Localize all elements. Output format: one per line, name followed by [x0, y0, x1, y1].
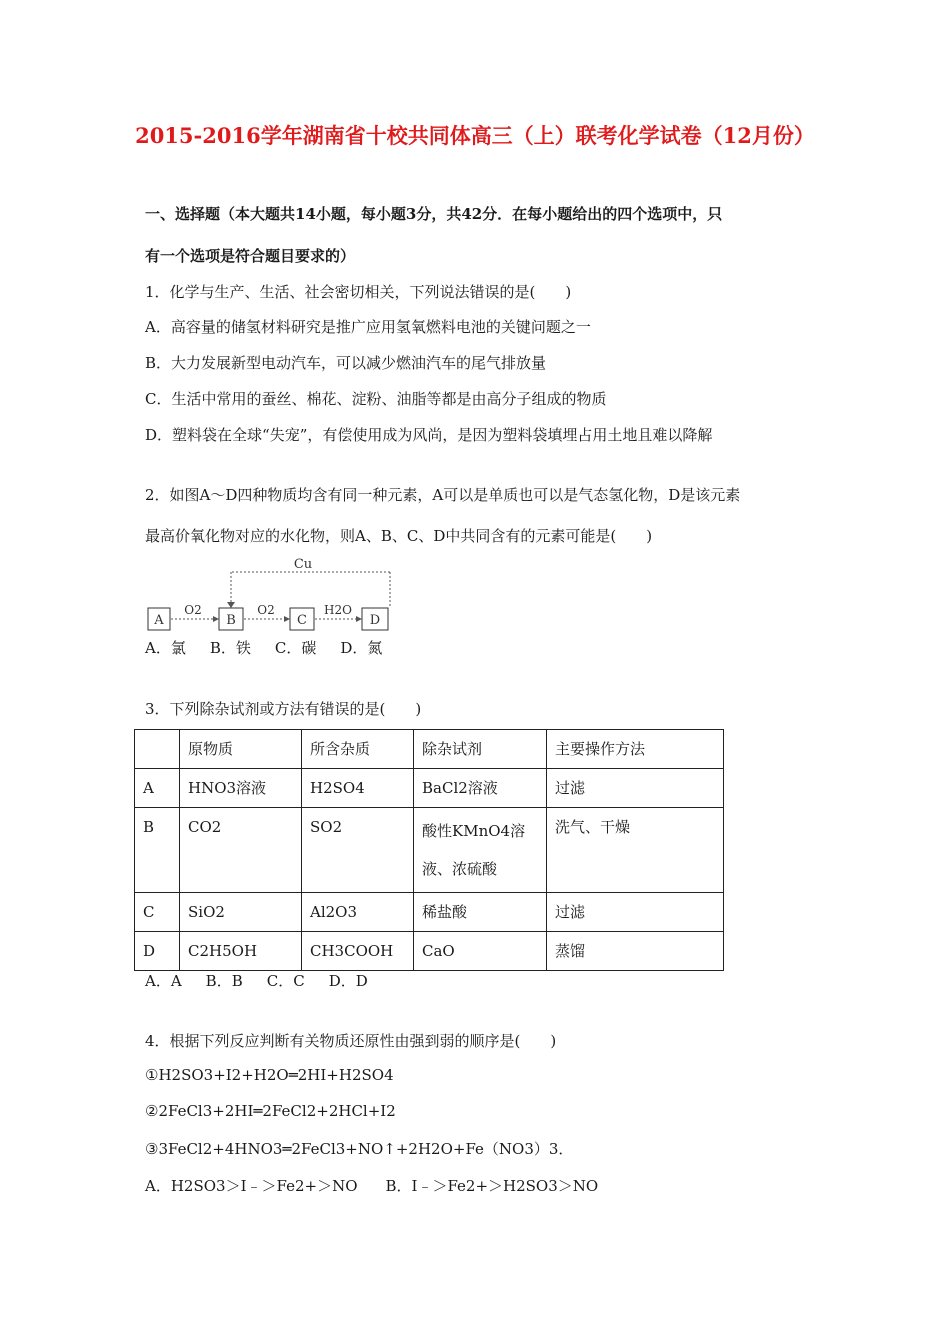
q4-options	[145, 1175, 598, 1196]
q1-option-a: A．高容量的储氢材料研究是推广应用氢氧燃料电池的关键问题之一	[145, 318, 591, 336]
table-header-cell: 所含杂质	[302, 730, 414, 769]
node-c: C	[297, 613, 307, 628]
q2-option-a: A．氯	[145, 639, 186, 657]
arrow-label-1: O2	[184, 603, 202, 617]
q2-option-d: D．氮	[340, 639, 383, 657]
cell-impurity: H2SO4	[302, 769, 414, 808]
cell-original: C2H5OH	[180, 932, 302, 971]
table-header-cell: 主要操作方法	[547, 730, 724, 769]
q3-option-b: B．B	[205, 972, 243, 990]
cell-original: SiO2	[180, 893, 302, 932]
q1-option-d: D．塑料袋在全球“失宠”，有偿使用成为风尚，是因为塑料袋填埋占用土地且难以降解	[145, 426, 713, 444]
cell-reagent: 稀盐酸	[414, 893, 547, 932]
row-label: A	[135, 769, 180, 808]
table-row	[135, 769, 724, 808]
cell-impurity: SO2	[302, 808, 414, 893]
page-title: 2015-2016学年湖南省十校共同体高三（上）联考化学试卷（12月份）	[135, 123, 815, 148]
cell-method: 洗气、干燥	[547, 808, 724, 893]
section-heading-line2: 有一个选项是符合题目要求的）	[145, 247, 356, 265]
cell-original: CO2	[180, 808, 302, 893]
section-heading-line1: 一、选择题（本大题共14小题，每小题3分，共42分．在每小题给出的四个选项中，只	[145, 205, 723, 223]
cell-reagent: BaCl2溶液	[414, 769, 547, 808]
table-row	[135, 893, 724, 932]
q3-options	[145, 970, 392, 991]
q4-reaction-1: ①H2SO3+I2+H2O═2HI+H2SO4	[145, 1066, 394, 1084]
q4-option-b: B．I﹣＞Fe2+＞H2SO3＞NO	[385, 1177, 599, 1195]
row-label: B	[135, 808, 180, 893]
cell-method: 过滤	[547, 769, 724, 808]
node-d: D	[369, 613, 381, 628]
q1-stem: 1．化学与生产、生活、社会密切相关，下列说法错误的是( )	[145, 283, 572, 301]
q4-option-a: A．H2SO3＞I﹣＞Fe2+＞NO	[145, 1177, 358, 1195]
q2-stem-line2: 最高价氧化物对应的水化物，则A、B、C、D中共同含有的元素可能是( )	[145, 527, 653, 545]
q2-options	[145, 637, 406, 658]
cell-method: 蒸馏	[547, 932, 724, 971]
q2-option-b: B．铁	[209, 639, 251, 657]
q1-option-b: B．大力发展新型电动汽车，可以减少燃油汽车的尾气排放量	[145, 354, 547, 372]
arrow-label-3: H2O	[324, 603, 352, 617]
q3-option-a: A．A	[145, 972, 182, 990]
table-row	[135, 932, 724, 971]
table-header-cell: 原物质	[180, 730, 302, 769]
row-label: D	[135, 932, 180, 971]
table-header-cell	[135, 730, 180, 769]
q2-reaction-diagram	[145, 552, 405, 636]
q4-reaction-3: ③3FeCl2+4HNO3═2FeCl3+NO↑+2H2O+Fe（NO3）3．	[145, 1140, 574, 1158]
q2-option-c: C．碳	[274, 639, 317, 657]
cell-impurity: Al2O3	[302, 893, 414, 932]
cell-reagent: CaO	[414, 932, 547, 971]
top-arrow-label: Cu	[293, 557, 313, 572]
cell-impurity: CH3COOH	[302, 932, 414, 971]
cell-original: HNO3溶液	[180, 769, 302, 808]
node-b: B	[226, 613, 236, 628]
q3-table	[134, 729, 724, 971]
q4-stem: 4．根据下列反应判断有关物质还原性由强到弱的顺序是( )	[145, 1032, 557, 1050]
q4-reaction-2: ②2FeCl3+2HI═2FeCl2+2HCl+I2	[145, 1102, 396, 1120]
row-label: C	[135, 893, 180, 932]
node-a: A	[154, 613, 164, 628]
q1-option-c: C．生活中常用的蚕丝、棉花、淀粉、油脂等都是由高分子组成的物质	[145, 390, 607, 408]
q3-stem: 3．下列除杂试剂或方法有错误的是( )	[145, 700, 422, 718]
q2-stem-line1: 2．如图A～D四种物质均含有同一种元素，A可以是单质也可以是气态氢化物，D是该元素	[145, 486, 741, 504]
cell-method: 过滤	[547, 893, 724, 932]
table-row	[135, 808, 724, 893]
cell-reagent: 酸性KMnO4溶液、浓硫酸	[414, 808, 547, 893]
q3-option-d: D．D	[328, 972, 368, 990]
arrow-label-2: O2	[257, 603, 275, 617]
table-header-cell: 除杂试剂	[414, 730, 547, 769]
q3-option-c: C．C	[266, 972, 305, 990]
table-header-row	[135, 730, 724, 769]
